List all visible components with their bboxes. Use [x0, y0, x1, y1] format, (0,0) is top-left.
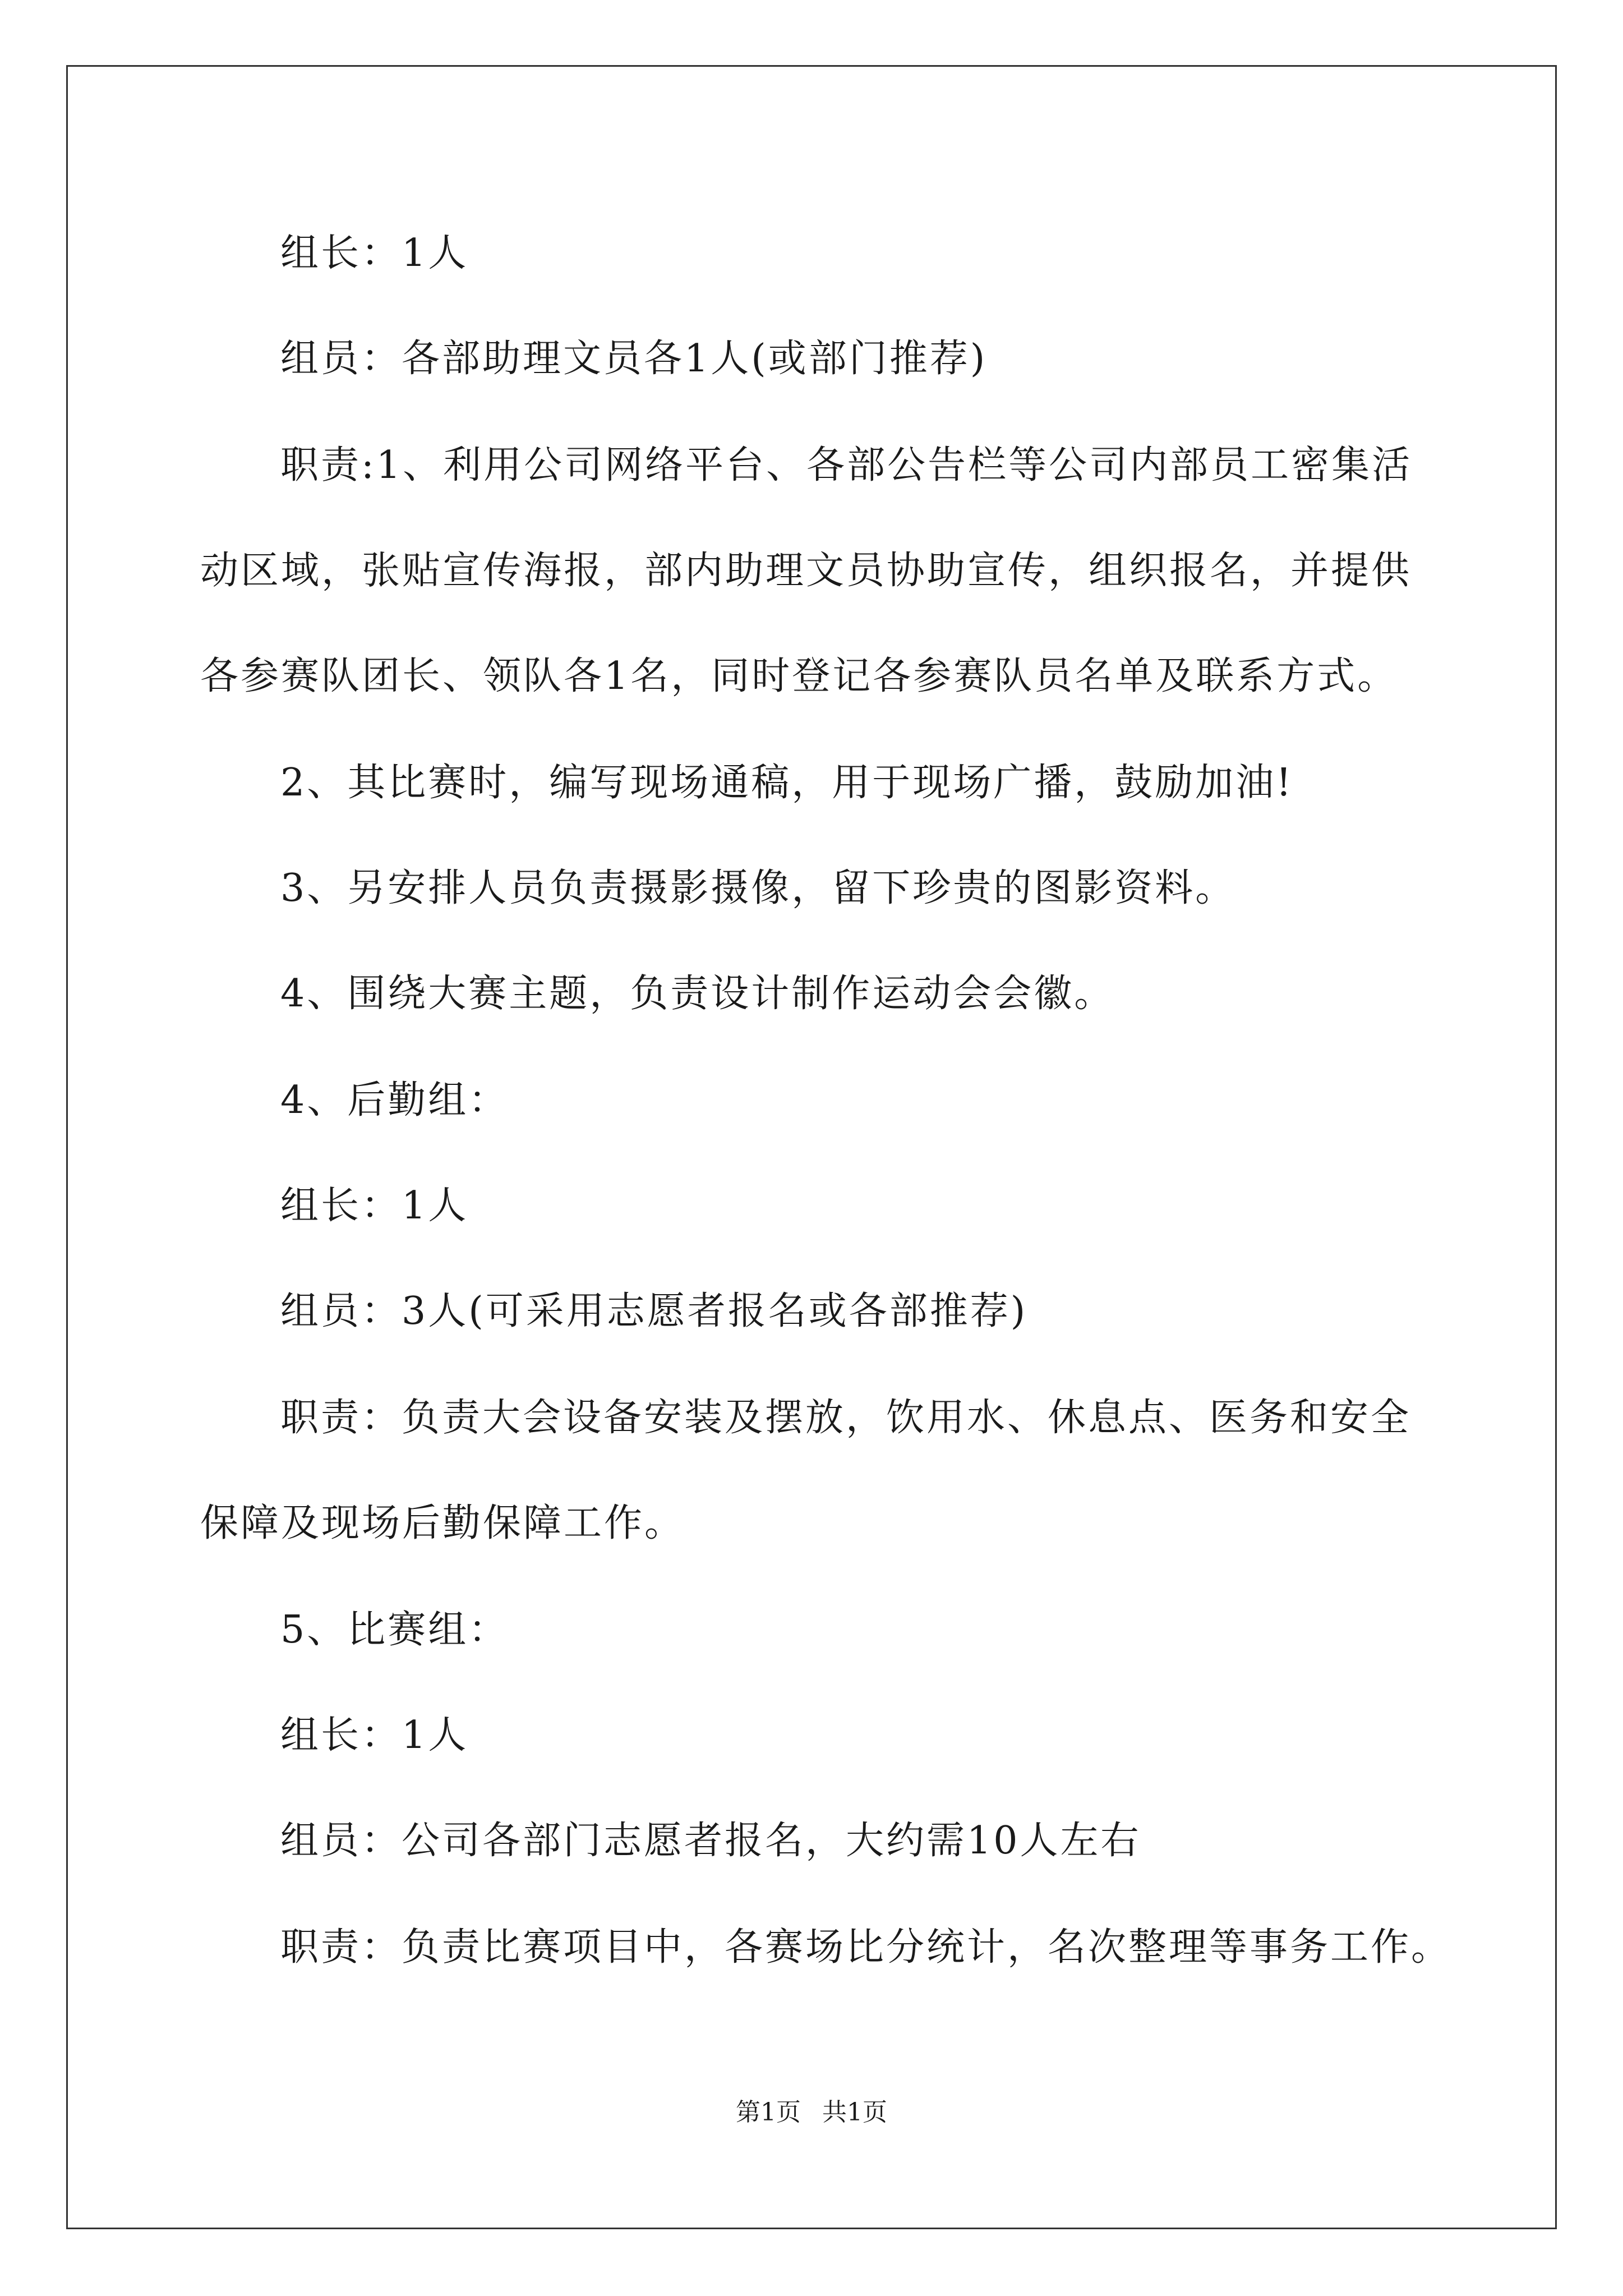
text-line-7: 3、另安排人员负责摄影摄像，留下珍贵的图影资料。 [280, 866, 1236, 910]
text-line-3: 职责:1、利用公司网络平台、各部公告栏等公司内部员工密集活 [280, 443, 1413, 487]
text-line-13: 保障及现场后勤保障工作。 [200, 1501, 685, 1545]
text-line-11: 组员：3人(可采用志愿者报名或各部推荐) [280, 1289, 1028, 1333]
text-line-17: 职责：负责比赛项目中，各赛场比分统计，名次整理等事务工作。 [280, 1925, 1452, 1970]
text-line-5: 各参赛队团长、领队各1名，同时登记各参赛队员名单及联系方式。 [200, 654, 1398, 698]
text-line-1: 组长：1人 [280, 231, 469, 275]
page-number-total: 共1页 [822, 2098, 887, 2127]
text-line-12: 职责：负责大会设备安装及摆放，饮用水、休息点、医务和安全 [280, 1396, 1412, 1440]
text-line-4: 动区域，张贴宣传海报，部内助理文员协助宣传，组织报名，并提供 [200, 549, 1412, 593]
text-line-6: 2、其比赛时，编写现场通稿，用于现场广播，鼓励加油! [280, 761, 1294, 805]
page-footer [0, 2097, 1623, 2128]
text-line-8: 4、围绕大赛主题，负责设计制作运动会会徽。 [280, 972, 1115, 1016]
text-line-2: 组员：各部助理文员各1人(或部门推荐) [280, 337, 988, 381]
text-line-10: 组长：1人 [280, 1184, 469, 1228]
page-border [66, 65, 1557, 2229]
text-line-16: 组员：公司各部门志愿者报名，大约需10人左右 [280, 1819, 1141, 1863]
text-line-14: 5、比赛组： [280, 1608, 509, 1652]
page-number-current: 第1页 [736, 2098, 801, 2127]
text-line-15: 组长：1人 [280, 1713, 469, 1757]
text-line-9: 4、后勤组： [280, 1078, 509, 1122]
